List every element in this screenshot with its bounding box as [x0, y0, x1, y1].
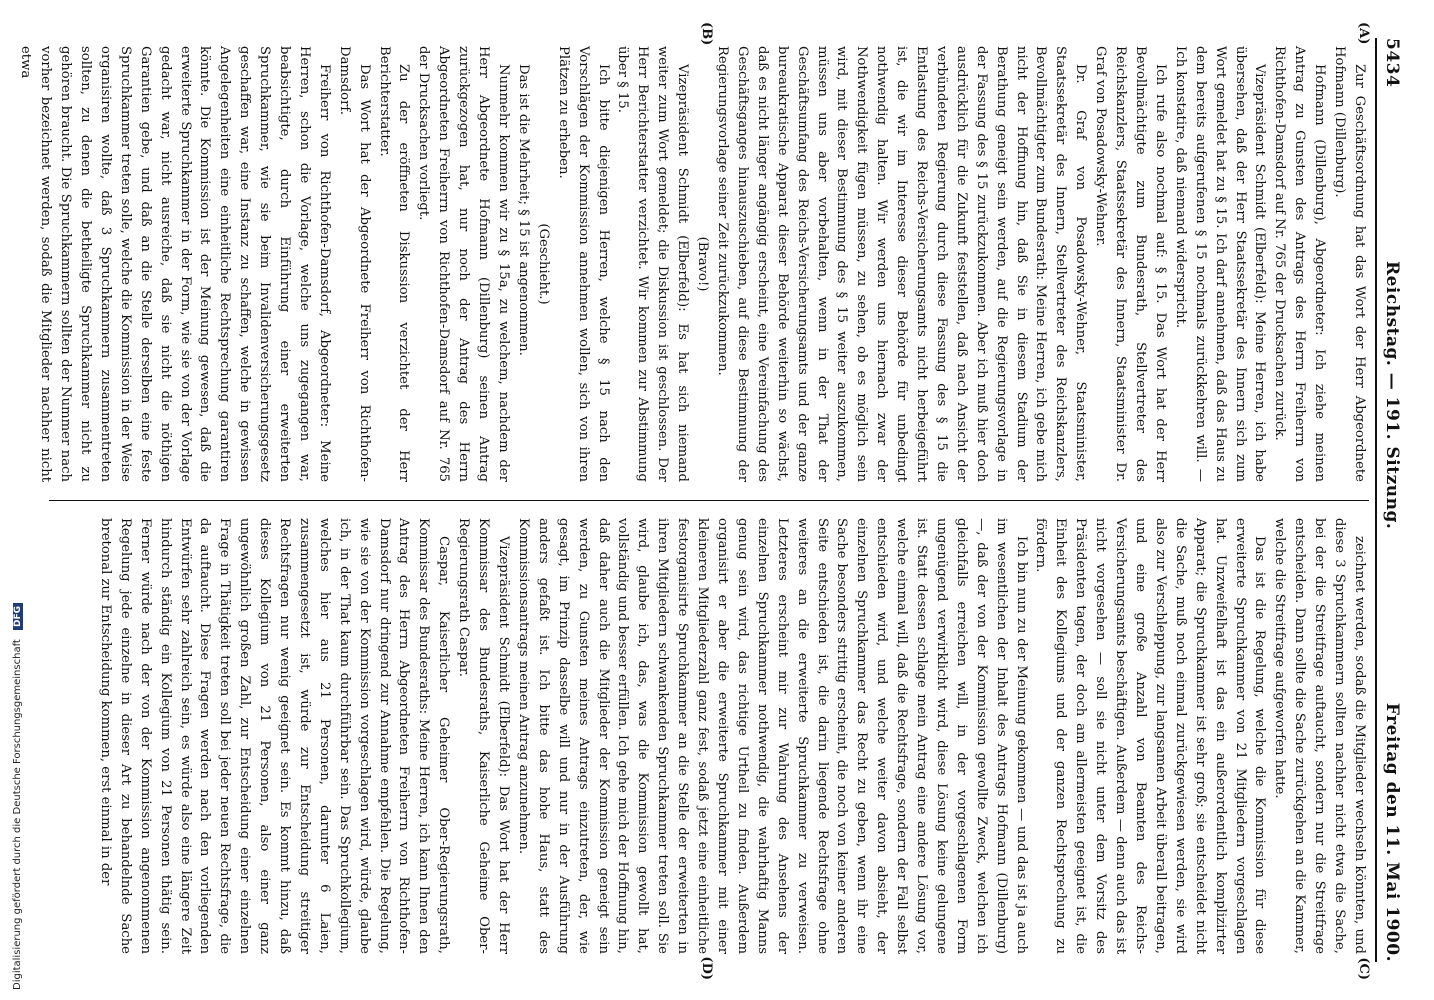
right-column	[49, 510, 1369, 962]
margin-mark-c: (C)	[1356, 957, 1371, 980]
paragraph: Dr. Graf von Posadowsky-Wehner, Staatsminister, Staatssekretär des Innern, Stellvertreter des Reichskanzlers, Bevollmächtigter zum Bundesrath: Meine Herren, ich gebe mich nicht der Hoffnung hin, daß Sie in diesem Stadium der Berathung geneigt sein werden, auf die Regierungsvorlage in der Fassung des § 15 zurückzukommen. Aber ich muß hier doch ausdrücklich für die Zukunft feststellen, daß nach Ansicht der verbündeten Regierung durch diese Fassung des § 15 die Entlastung des Reichs-Versicherungsamts nicht herbeigeführt ist, die wir im Interesse dieser Behörde für unbedingt nothwendig halten. Wir werden uns hiernach zwar der Nothwendigkeit fügen müssen, zu sehen, ob es möglich sein wird, mit dieser Bestimmung des § 15 weiter auszukommen, müssen uns aber vorbehalten, wenn in der That der Geschäftsumfang des Reichs-Versicherungsamts und der ganze bureaukratische Apparat dieser Behörde weiterhin so wächst, daß es nicht länger angängig erscheint, eine Vereinfachung des Geschäftsganges hinauszuschieben, auf diese Bestimmung der Regierungsvorlage seiner Zeit zurückzukommen.	[715, 46, 1089, 482]
paragraph: Ich bitte diejenigen Herren, welche § 15 nach den Vorschlägen der Kommission annehmen wollen, sich von ihren Plätzen zu erheben.	[555, 46, 611, 482]
paragraph: (Bravo!)	[695, 236, 711, 292]
page-date: Freitag den 11. Mai 1900.	[1382, 702, 1402, 962]
paragraph: (Geschieht.)	[535, 223, 551, 305]
dfg-logo: DFG	[13, 603, 23, 630]
paragraph: Ich rufe also nochmal auf: § 15. Das Wort hat der Herr Bevollmächtigte zum Bundesrath, Stellvertreter des Reichskanzlers, Staatssekretär des Innern, Staatsminister Dr. Graf von Posadowsky-Wehner.	[1093, 46, 1168, 482]
paragraph: Nunmehr kommen wir zu § 15a, zu welchem, nachdem der Herr Abgeordnete Hofmann (Dillenburg) seinen Antrag zurückgezogen hat, nur noch der Antrag des Herrn Abgeordneten Freiherrn von Richthofen-Damsdorf auf Nr. 765 der Drucksachen vorliegt.	[416, 46, 512, 482]
paragraph: Zu der eröffneten Diskussion verzichtet der Herr Berichterstatter.	[376, 46, 412, 482]
margin-mark-d: (D)	[699, 956, 714, 980]
paragraph: Caspar, Kaiserlicher Geheimer Ober-Regierungsrath, Kommissar des Bundesraths: Meine Herren, ich kann Ihnen den Antrag des Herrn Abgeordneten Freiherrn von Richthofen-Damsdorf nur dringend zur Annahme empfehlen. Die Regelung, wie sie von der Kommission vorgeschlagen wird, würde, glaube ich, in der That kaum durchführbar sein. Das Spruchkollegium, welches hier aus 21 Personen, darunter 6 Laien, zusammengesetzt ist, würde zur Entscheidung streitiger Rechtsfragen nur wenig geeignet sein. Es kommt hinzu, daß dieses Kollegium von 21 Personen, also einer ganz ungewöhnlich großen Zahl, zur Entscheidung einer einzelnen Frage in Thätigkeit treten soll bei jeder neuen Rechtsfrage, die da auftaucht. Diese Fragen werden nach den vorliegenden Entwürfen sehr zahlreich sein, es würde also eine längere Zeit hindurch ständig ein Kollegium von 21 Personen thätig sein. Ferner würde nach der von der Kommission angenommenen Regelung jede einzelne in dieser Art zu behandelnde Sache bretonal zur Entscheidung kommen, erst einmal in der	[97, 518, 452, 954]
margin-mark-b: (B)	[699, 22, 714, 46]
paragraph: Das ist die Mehrheit; § 15 ist angenommen.	[515, 64, 531, 356]
paragraph: Vizepräsident Schmidt (Elberfeld): Es hat sich niemand weiter zum Wort gemeldet; die Diskussion ist geschlossen. Der Herr Berichterstatter verzichtet. Wir kommen zur Abstimmung über § 15.	[615, 46, 691, 482]
margin-mark-a: (A)	[1356, 22, 1371, 45]
paragraph: Zur Geschäftsordnung hat das Wort der Herr Abgeordnete Hofmann (Dillenburg).	[1332, 46, 1367, 482]
page-number: 5434	[1382, 38, 1402, 88]
left-column	[18, 38, 1369, 490]
page-running-title: Reichstag. — 191. Sitzung.	[1382, 260, 1402, 530]
digitization-attribution	[12, 603, 23, 990]
paragraph: Das Wort hat der Abgeordnete Freiherr von Richthofen-Damsdorf.	[336, 46, 372, 482]
page-header	[1375, 38, 1407, 962]
attribution-text: Digitalisierung gefördert durch die Deutsche Forschungsgemeinschaft	[12, 639, 23, 990]
paragraph: Hofmann (Dillenburg), Abgeordneter: Ich ziehe meinen Antrag zu Gunsten des Antrags des Herrn Freiherrn von Richthofen-Damsdorf auf Nr. 765 der Drucksachen zurück.	[1272, 46, 1328, 482]
paragraph: Das ist die Regelung, welche die Kommission für diese erweiterte Spruchkammer von 21 Mitgliedern vorgeschlagen hat. Unzweifelhaft ist das ein außerordentlich komplizirter Apparat; die Spruchkammer ist sehr groß; sie entscheidet nicht die Sache, muß noch einmal zurückgewiesen werden, sie wird also zur Verschleppung, zur langsamen Arbeit überall beitragen, und eine große Anzahl von Beamten des Reichs-Versicherungsamts beschäftigen. Außerdem — denn auch das ist nicht vorgesehen — soll sie nicht unter dem Vorsitz des Präsidenten tagen, der doch am allermeisten geeignet ist, die Einheit des Kollegiums und der ganzen Rechtsprechung zu fördern.	[1033, 518, 1268, 954]
column-divider	[49, 500, 1369, 501]
paragraph: zeichnet werden, sodaß die Mitglieder wechseln könnten, und diese 3 Spruchkammern sollten nachher nicht etwa die Sache, bei der die Streitfrage auftaucht, sondern nur die Streitfrage entscheiden. Dann sollte die Sache zurückgehen an die Kammer, welche die Streitfrage aufgeworfen hatte.	[1272, 518, 1367, 954]
paragraph: Ich bin nun zu der Meinung gekommen — und das ist ja auch im wesentlichen der Inhalt des Antrags Hofmann (Dillenburg) —, daß der von der Kommission gewollte Zweck, welchen ich gleichfalls erreichen will, in der vorgeschlagenen Form ungenügend verwirklicht wird, diese Lösung keine gelungene ist. Statt dessen schlage mein Antrag eine andere Lösung vor, welche einmal will, daß die Rechtsfrage, sondern der Fall selbst entschieden wird, und welche weiter davon absieht, der einzelnen Spruchkammer das Recht zu geben, wenn ihr eine Sache besonders strittig erscheint, die noch von keiner anderen Seite entschieden ist, die darin liegende Rechtsfrage ohne weiteres an die erweiterte Spruchkammer zu verweisen. Letzteres erscheint mir zur Wahrung des Ansehens der einzelnen Spruchkammer nothwendig, die wahrhaftig Manns genug sein wird, das richtige Urtheil zu finden. Außerdem organisirt er aber die erweiterte Spruchkammer mit einer kleineren Mitgliederzahl ganz fest, sodaß jetzt eine einheitliche festorganisirte Spruchkammer an die Stelle der erweiterten in ihren Mitgliedern schwankenden Spruchkammer treten soll. Sie wird, glaube ich, das, was die Kommission gewollt hat, vollständig und besser erfüllen. Ich gehe mich der Hoffnung hin, daß daher auch die Mitglieder der Kommission geneigt sein werden, zu Gunsten meines Antrags einzutreten, der, wie gesagt, im Prinzip dasselbe will und nur in der Ausführung anders gefaßt ist. Ich bitte das hohe Haus, statt des Kommissionsantrags meinen Antrag anzunehmen.	[515, 518, 1029, 954]
paragraph: Vizepräsident Schmidt (Elberfeld): Meine Herren, ich habe übersehen, daß der Herr Staatssekretär des Innern sich zum Wort gemeldet hat zu § 15. Ich darf annehmen, daß das Haus zu dem bereits aufgerufenen § 15 nochmals zurückkehren will. — Ich konstatire, daß niemand widerspricht.	[1172, 46, 1268, 482]
paragraph: Vizepräsident Schmidt (Elberfeld): Das Wort hat der Herr Kommissar des Bundesraths, Kaiserliche Geheime Ober-Regierungsrath Caspar.	[456, 518, 512, 954]
paragraph: Freiherr von Richthofen-Damsdorf, Abgeordneter: Meine Herren, schon die Vorlage, welche uns zugegangen war, beabsichtigte, durch Einführung einer erweiterten Spruchkammer, wie sie beim Invalidenversicherungsgesetz geschaffen war, eine Instanz zu schaffen, welche in gewissen Angelegenheiten eine einheitliche Rechtsprechung garantiren könnte. Die Kommission ist der Meinung gewesen, daß die erweiterte Spruchkammer in der Form, wie sie von der Vorlage gedacht war, nicht ausreiche, daß sie nicht die nöthigen Garantien gebe, und daß an die Stelle derselben eine feste Spruchkammer treten solle, welche die Kommission in der Weise organisiren wollte, daß 3 Spruchkammern zusammentreten sollten, zu denen die betheiligte Spruchkammer nicht zu gehören braucht. Die Spruchkammern sollten der Nummer nach vorher bezeichnet werden, sodaß die Mitglieder nachher nicht etwa	[18, 46, 332, 482]
